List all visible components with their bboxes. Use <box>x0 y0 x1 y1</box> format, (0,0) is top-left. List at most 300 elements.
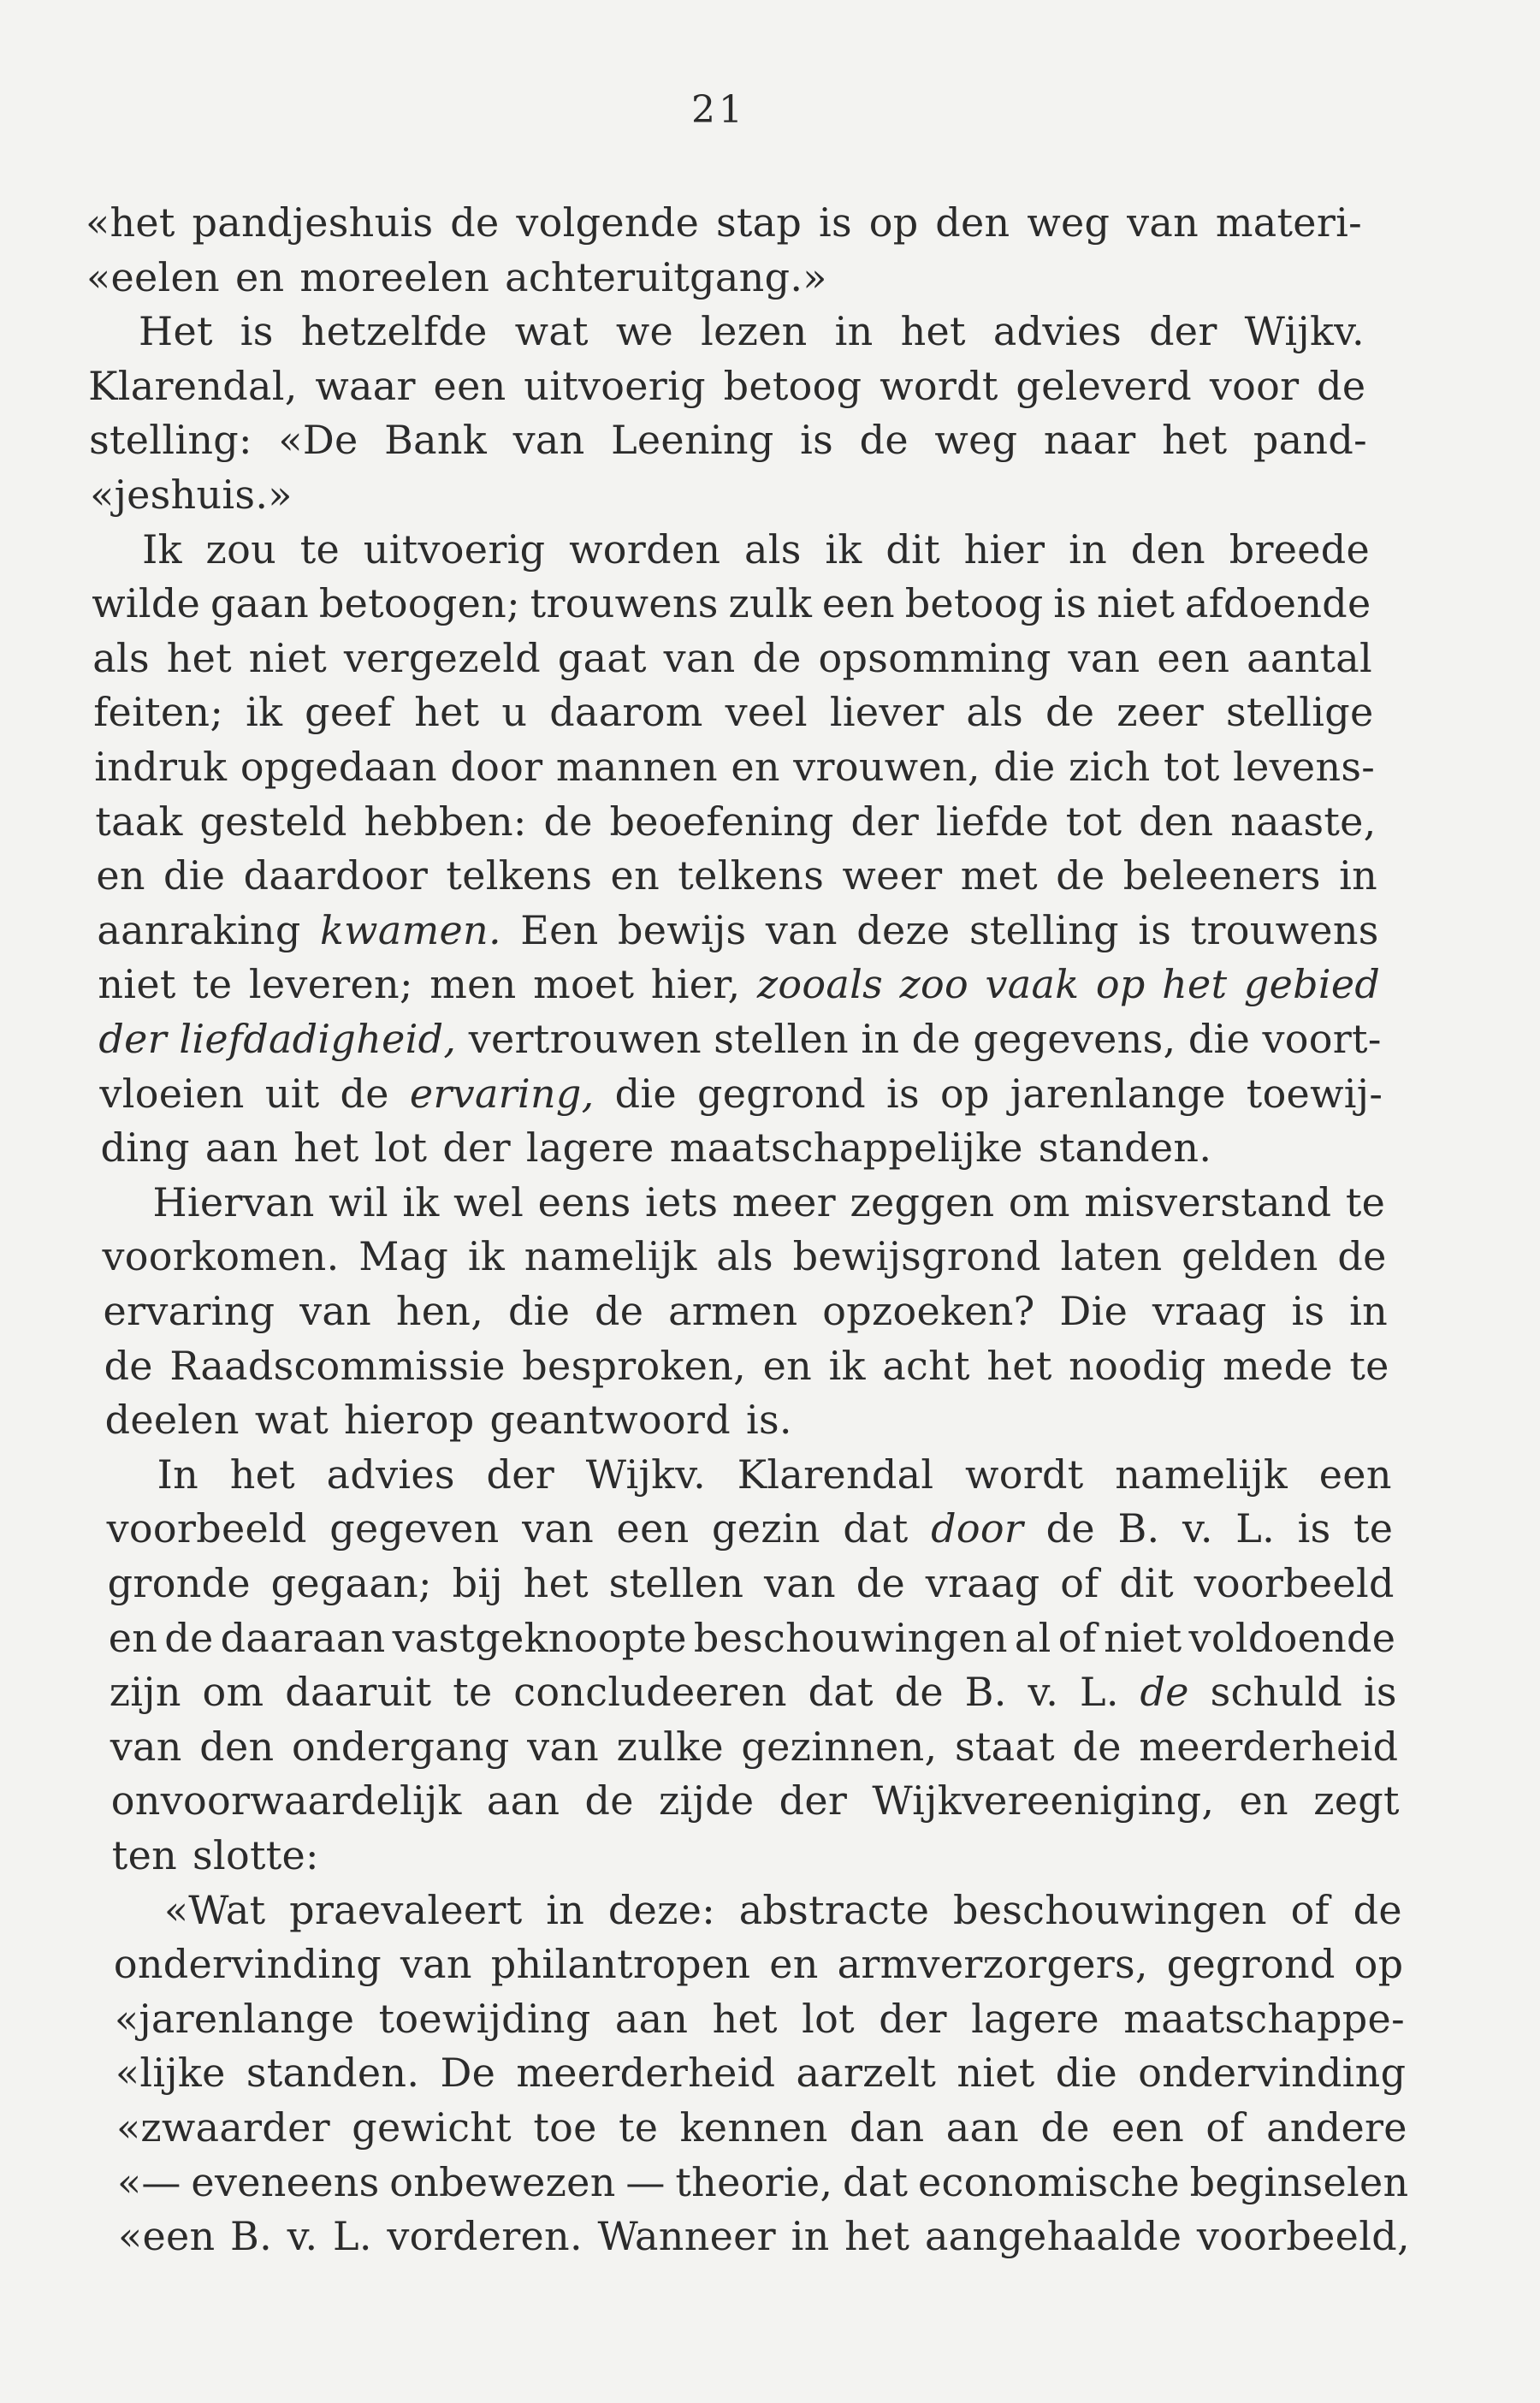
text-line <box>164 1883 1402 1937</box>
word: niet <box>248 634 327 681</box>
word: geantwoord <box>489 1397 731 1444</box>
word: de <box>1056 852 1105 899</box>
word: en <box>108 1614 158 1661</box>
word: wat <box>254 1397 329 1444</box>
word: in <box>791 2213 830 2260</box>
word: die <box>507 1288 571 1334</box>
word: eveneens <box>191 2158 380 2205</box>
word: ondergang <box>292 1723 510 1770</box>
word: te <box>192 961 233 1008</box>
word: aan <box>614 1995 689 2042</box>
word: wel <box>453 1178 524 1225</box>
word: armen <box>668 1288 798 1334</box>
word: een <box>1111 2104 1185 2151</box>
word: «jarenlange <box>114 1995 355 2042</box>
word: hier <box>963 525 1045 573</box>
word: weg <box>934 417 1018 464</box>
text-line <box>114 1937 1404 1991</box>
word: breede <box>1229 525 1371 573</box>
text-line <box>89 412 1367 467</box>
word: de <box>911 1016 961 1062</box>
word: die <box>1055 2050 1118 2097</box>
word: de <box>1353 1886 1402 1933</box>
word: voorbeeld <box>106 1505 307 1552</box>
word: dan <box>849 2104 925 2151</box>
word: hierop <box>344 1397 475 1444</box>
word: is <box>818 199 852 246</box>
word: betoogen; <box>318 580 520 627</box>
word: stellige <box>1226 689 1374 736</box>
word: Ik <box>142 525 182 573</box>
word: opsomming <box>818 634 1051 681</box>
word: Wanneer <box>597 2213 776 2260</box>
word: telkens <box>446 852 593 899</box>
word: het <box>293 1124 359 1172</box>
word: het <box>414 689 480 736</box>
word: zulke <box>616 1723 724 1770</box>
word: lagere <box>525 1124 654 1172</box>
word: de <box>894 1669 944 1716</box>
word: op <box>868 199 919 246</box>
word: der <box>879 1995 947 2042</box>
text-line <box>98 1012 1381 1066</box>
word: B. <box>230 2213 273 2260</box>
word: hetzelfde <box>300 308 488 355</box>
word: door <box>931 1505 1024 1552</box>
word: zeer <box>1116 689 1205 736</box>
word: kwamen. <box>320 906 501 953</box>
word: «— <box>116 2158 181 2205</box>
word: namelijk <box>524 1233 697 1280</box>
word: theorie, <box>675 2158 833 2205</box>
word: aan <box>486 1777 560 1824</box>
word: aan <box>204 1124 279 1172</box>
word: hen, <box>395 1288 484 1334</box>
word: in <box>1339 852 1378 899</box>
word: trouwens <box>530 580 719 627</box>
word: van <box>663 634 736 681</box>
word: als <box>716 1233 773 1280</box>
word: de <box>1045 1505 1095 1552</box>
word: is <box>1053 580 1087 627</box>
word: is <box>240 308 274 355</box>
word: beschouwingen <box>952 1886 1267 1933</box>
word: is. <box>745 1397 792 1444</box>
word: slotte: <box>192 1832 319 1878</box>
word: om <box>202 1669 264 1716</box>
word: stelling <box>968 906 1119 953</box>
word: ik <box>246 689 283 736</box>
word: Mag <box>358 1233 449 1280</box>
word: — <box>625 2158 666 2205</box>
word: der <box>779 1777 848 1824</box>
word: ik <box>828 1342 866 1389</box>
word: de <box>859 417 909 464</box>
word: namelijk <box>1115 1451 1288 1498</box>
word: het <box>229 1451 295 1498</box>
word: voort- <box>1262 1016 1382 1062</box>
word: toewij- <box>1246 1070 1383 1117</box>
word: de <box>584 1777 634 1824</box>
word: beginselen <box>1189 2158 1409 2205</box>
word: maatschappelijke <box>669 1124 1023 1172</box>
word: die <box>1188 1016 1251 1062</box>
word: «zwaarder <box>116 2104 330 2151</box>
word: van <box>1068 634 1140 681</box>
word: ik <box>402 1178 440 1225</box>
word: «eelen <box>86 253 220 300</box>
word: meerderheid <box>516 2050 776 2097</box>
word: vraag <box>925 1560 1040 1606</box>
word: concludeeren <box>513 1669 787 1716</box>
word: de <box>104 1342 153 1389</box>
word: vaak <box>985 961 1080 1008</box>
word: der <box>486 1451 555 1498</box>
word: Hiervan <box>152 1178 315 1225</box>
word: achteruitgang.» <box>505 253 827 300</box>
word: beoefening <box>609 798 834 845</box>
word: van <box>522 1505 595 1552</box>
word: dat <box>808 1669 874 1716</box>
word: waar <box>315 362 416 409</box>
word: gronde <box>107 1560 251 1606</box>
word: misverstand <box>1084 1178 1332 1225</box>
word: die <box>614 1070 677 1117</box>
word: u <box>501 689 528 736</box>
word: het <box>844 2213 910 2260</box>
word: een <box>1318 1451 1392 1498</box>
word: gelden <box>1182 1233 1318 1280</box>
word: praevaleert <box>289 1886 523 1933</box>
word: van <box>764 1560 836 1606</box>
word: gegaan; <box>270 1560 432 1606</box>
word: v. <box>287 2213 318 2260</box>
word: de <box>752 634 802 681</box>
word: en <box>96 852 145 899</box>
word: door <box>450 744 543 790</box>
word: toewijding <box>378 1995 591 2042</box>
word: weg <box>1027 199 1111 246</box>
word: mannen <box>555 744 718 790</box>
word: wilde <box>92 580 201 627</box>
word: de <box>1337 1233 1387 1280</box>
word: Het <box>139 308 213 355</box>
word: aan <box>945 2104 1020 2151</box>
word: de <box>1140 1669 1189 1716</box>
word: gegevens, <box>973 1016 1176 1062</box>
word: Klarendal, <box>88 362 298 409</box>
word: armverzorgers, <box>837 1941 1148 1988</box>
word: volgende <box>516 199 700 246</box>
word: noodig <box>1069 1342 1206 1389</box>
word: die <box>993 744 1056 790</box>
text-line <box>86 195 1362 250</box>
word: stellen <box>714 1016 849 1062</box>
word: die <box>163 852 226 899</box>
word: bewijs <box>618 906 747 953</box>
word: meer <box>732 1178 836 1225</box>
word: in <box>834 308 874 355</box>
word: lot <box>374 1124 428 1172</box>
word: of <box>1290 1886 1330 1933</box>
word: moreelen <box>299 253 490 300</box>
word: beschouwingen <box>693 1614 1008 1661</box>
word: men <box>429 961 517 1008</box>
text-line <box>116 2100 1407 2155</box>
word: materi- <box>1215 199 1362 246</box>
word: gezinnen, <box>741 1723 938 1770</box>
word: en <box>234 253 285 300</box>
word: zulk <box>728 580 813 627</box>
word: vorderen. <box>387 2213 583 2260</box>
word: laten <box>1060 1233 1163 1280</box>
word: lezen <box>701 308 808 355</box>
text-line <box>98 957 1380 1012</box>
word: taak <box>95 798 183 845</box>
word: der <box>442 1124 511 1172</box>
word: van <box>299 1288 372 1334</box>
text-line <box>111 1773 1400 1828</box>
word: als <box>744 525 802 573</box>
word: stap <box>715 199 803 246</box>
word: ten <box>111 1832 178 1878</box>
word: stelling: <box>89 417 252 464</box>
word: op <box>1095 961 1146 1008</box>
word: aantal <box>1247 634 1373 681</box>
word: dit <box>1119 1560 1174 1606</box>
text-line <box>99 1066 1383 1121</box>
word: zooals <box>756 961 884 1008</box>
word: feiten; <box>93 689 224 736</box>
word: en <box>610 852 660 899</box>
word: dit <box>886 525 940 573</box>
word: van <box>527 1723 600 1770</box>
word: deelen <box>104 1397 240 1444</box>
word: lot <box>802 1995 855 2042</box>
word: gebied <box>1243 961 1381 1008</box>
word: liefde <box>935 798 1050 845</box>
word: levens- <box>1233 744 1376 790</box>
word: der <box>98 1016 167 1062</box>
word: leveren; <box>248 961 413 1008</box>
word: van <box>1127 199 1199 246</box>
word: de <box>340 1070 389 1117</box>
word: telkens <box>678 852 825 899</box>
word: onvoorwaardelijk <box>110 1777 462 1824</box>
word: niet <box>98 961 176 1008</box>
word: zeggen <box>850 1178 995 1225</box>
word: met <box>960 852 1038 899</box>
word: deze <box>856 906 951 953</box>
word: L. <box>1235 1505 1276 1552</box>
word: philantropen <box>490 1941 751 1988</box>
word: weer <box>842 852 943 899</box>
word: v. <box>1028 1669 1059 1716</box>
word: te <box>1349 1342 1389 1389</box>
word: voor <box>1209 362 1300 409</box>
word: Een <box>520 906 599 953</box>
word: te <box>1353 1505 1394 1552</box>
word: acht <box>882 1342 970 1389</box>
text-line <box>95 794 1376 849</box>
word: De <box>440 2050 496 2097</box>
page-number: 21 <box>691 88 746 132</box>
word: vertrouwen <box>468 1016 702 1062</box>
text-line <box>157 1447 1392 1502</box>
text-line <box>88 359 1365 413</box>
word: de <box>595 1288 644 1334</box>
word: voldoende <box>1188 1614 1396 1661</box>
word: of <box>1057 1614 1098 1661</box>
word: zou <box>205 525 277 573</box>
word: zegt <box>1313 1777 1400 1824</box>
text-line <box>90 467 308 522</box>
word: opgedaan <box>240 744 437 790</box>
word: in <box>861 1016 900 1062</box>
word: voorbeeld <box>1194 1560 1395 1606</box>
text-line <box>94 739 1375 794</box>
word: trouwens <box>1190 906 1379 953</box>
word: naaste, <box>1230 798 1377 845</box>
word: niet <box>957 2050 1035 2097</box>
word: de <box>1045 689 1095 736</box>
word: gaat <box>557 634 647 681</box>
word: mede <box>1223 1342 1333 1389</box>
text-line <box>110 1719 1399 1774</box>
word: als <box>92 634 150 681</box>
text-line <box>103 1229 1387 1284</box>
word: B. <box>964 1669 1007 1716</box>
word: vrouwen, <box>793 744 980 790</box>
word: staat <box>954 1723 1055 1770</box>
word: de <box>1040 2104 1090 2151</box>
word: ervaring, <box>409 1070 595 1117</box>
word: vloeien <box>99 1070 245 1117</box>
word: de <box>1072 1723 1122 1770</box>
word: naar <box>1043 417 1136 464</box>
word: het <box>1162 417 1228 464</box>
word: een <box>433 362 506 409</box>
word: Die <box>1059 1288 1128 1334</box>
word: den <box>1130 525 1205 573</box>
word: te <box>618 2104 659 2151</box>
word: de <box>1317 362 1366 409</box>
word: pand- <box>1253 417 1367 464</box>
word: gegrond <box>1166 1941 1336 1988</box>
word: of <box>1205 2104 1245 2151</box>
word: het <box>986 1342 1052 1389</box>
word: is <box>800 417 834 464</box>
word: economische <box>918 2158 1180 2205</box>
word: Wijkvereeniging, <box>872 1777 1215 1824</box>
word: bewijsgrond <box>792 1233 1041 1280</box>
word: dat <box>843 2158 909 2205</box>
word: L. <box>333 2213 372 2260</box>
word: is <box>1138 906 1172 953</box>
word: niet <box>1104 1614 1182 1661</box>
word: ervaring <box>103 1288 275 1334</box>
word: «Wat <box>163 1886 266 1933</box>
word: gezin <box>712 1505 820 1552</box>
word: de <box>543 798 593 845</box>
text-line <box>142 522 1370 577</box>
word: het <box>523 1560 589 1606</box>
word: gewicht <box>352 2104 512 2151</box>
word: besproken, <box>522 1342 747 1389</box>
word: «lijke <box>115 2050 226 2097</box>
word: de <box>164 1614 214 1661</box>
word: zijde <box>659 1777 755 1824</box>
word: ik <box>825 525 862 573</box>
word: onbewezen <box>389 2158 616 2205</box>
word: een <box>821 580 895 627</box>
word: voorbeeld, <box>1196 2213 1410 2260</box>
text-line <box>100 1120 1227 1175</box>
word: aanraking <box>97 906 301 953</box>
word: het <box>1162 961 1228 1008</box>
word: liefdadigheid, <box>179 1016 457 1062</box>
word: moet <box>533 961 635 1008</box>
word: pandjeshuis <box>192 199 434 246</box>
word: jarenlange <box>1010 1070 1226 1117</box>
word: hier, <box>650 961 741 1008</box>
word: aangehaalde <box>924 2213 1182 2260</box>
word: kennen <box>679 2104 828 2151</box>
word: daardoor <box>243 852 429 899</box>
word: vastgeknoopte <box>392 1614 687 1661</box>
word: abstracte <box>738 1886 930 1933</box>
word: van <box>400 1941 472 1988</box>
word: de <box>856 1560 905 1606</box>
word: andere <box>1266 2104 1407 2151</box>
text-line <box>152 1175 1385 1230</box>
text-line <box>117 2155 1409 2210</box>
text-line <box>105 1392 808 1447</box>
word: of <box>1060 1560 1099 1606</box>
word: uitvoerig <box>363 525 546 573</box>
word: te <box>299 525 341 573</box>
text-line <box>97 903 1378 958</box>
word: daaraan <box>220 1614 386 1661</box>
text-line <box>104 1338 1389 1393</box>
word: der <box>1149 308 1217 355</box>
word: beleeners <box>1122 852 1321 899</box>
word: lagere <box>971 1995 1099 2042</box>
text-line <box>86 250 843 305</box>
word: Leening <box>611 417 774 464</box>
word: vergezeld <box>343 634 542 681</box>
word: afdoende <box>1185 580 1371 627</box>
word: L. <box>1079 1669 1119 1716</box>
word: eens <box>537 1178 631 1225</box>
word: gegeven <box>329 1505 500 1552</box>
word: in <box>546 1886 585 1933</box>
text-line <box>96 848 1377 903</box>
word: deze: <box>607 1886 715 1933</box>
word: stellen <box>608 1560 744 1606</box>
word: opzoeken? <box>822 1288 1035 1334</box>
text-line <box>92 576 1371 631</box>
word: den <box>1139 798 1214 845</box>
word: gegrond <box>696 1070 866 1117</box>
word: liever <box>829 689 945 736</box>
word: Klarendal <box>737 1451 934 1498</box>
word: meerderheid <box>1139 1723 1399 1770</box>
word: en <box>769 1941 819 1988</box>
text-line <box>93 685 1373 739</box>
word: daarom <box>549 689 703 736</box>
word: aarzelt <box>796 2050 937 2097</box>
